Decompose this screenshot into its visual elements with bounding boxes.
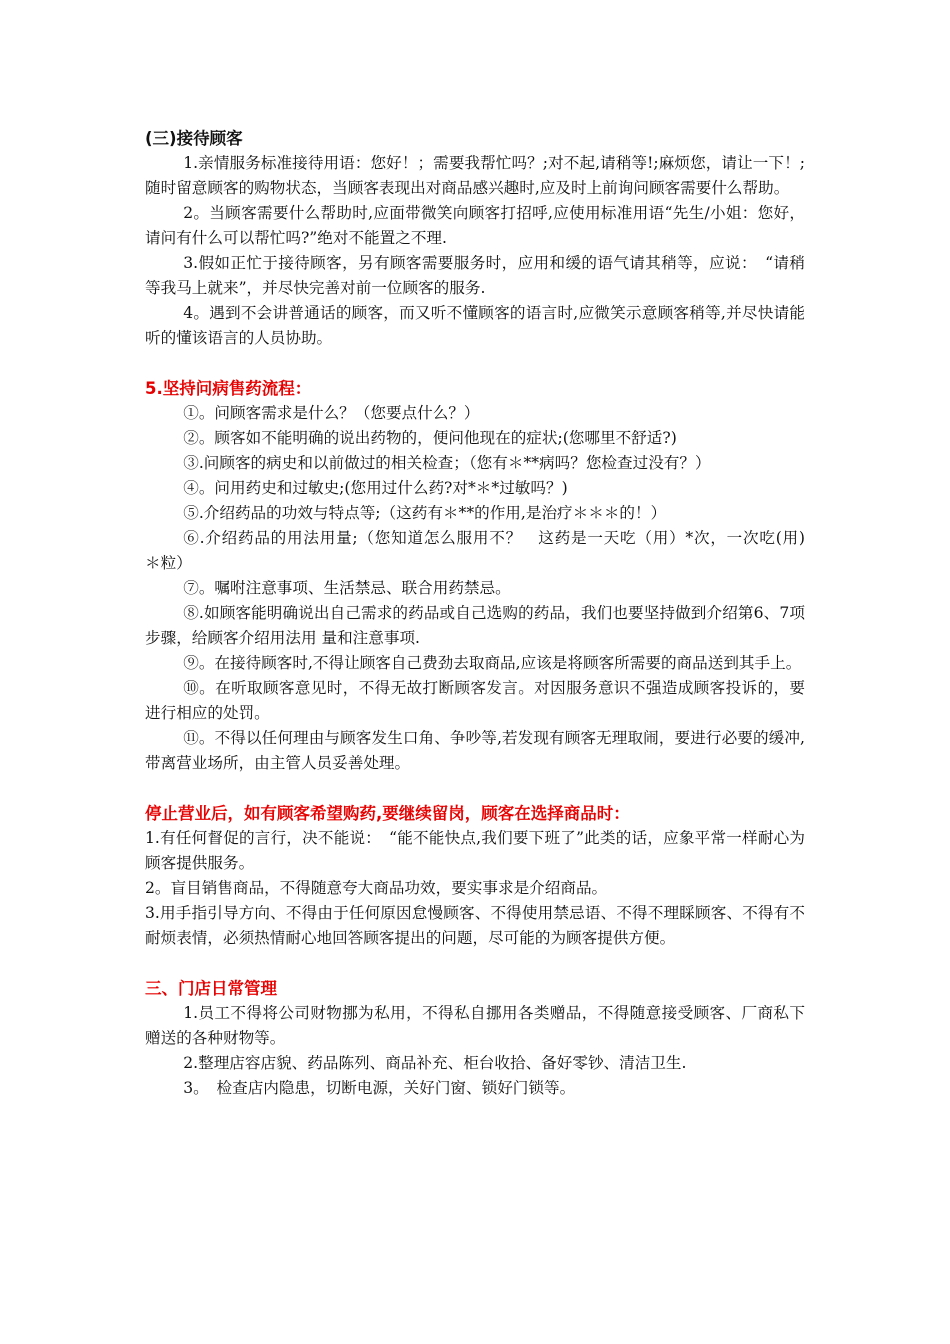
list-item: ④。问用药史和过敏史;(您用过什么药?对*＊*过敏吗？): [183, 479, 568, 497]
section-heading-reception: (三)接待顾客: [145, 129, 243, 148]
paragraph: 4。遇到不会讲普通话的顾客，而又听不懂顾客的语言时,应微笑示意顾客稍等,并尽快请能听的懂该语言的人员协助。: [145, 304, 805, 347]
list-item: ⑩。在听取顾客意见时，不得无故打断顾客发言。对因服务意识不强造成顾客投诉的，要进行相应的处罚。: [145, 679, 805, 722]
paragraph: 2.整理店容店貌、药品陈列、商品补充、柜台收拾、备好零钞、清洁卫生.: [183, 1054, 687, 1072]
paragraph: 3.用手指引导方向、不得由于任何原因怠慢顾客、不得使用禁忌语、不得不理睬顾客、不得有不耐烦表情，必须热情耐心地回答顾客提出的问题，尽可能的为顾客提供方便。: [145, 904, 805, 947]
paragraph: 1.员工不得将公司财物挪为私用，不得私自挪用各类赠品，不得随意接受顾客、厂商私下赠送的各种财物等。: [145, 1004, 805, 1047]
paragraph: 3。 检查店内隐患，切断电源，关好门窗、锁好门锁等。: [183, 1079, 576, 1097]
section-heading-after-hours: 停止营业后，如有顾客希望购药,要继续留岗，顾客在选择商品时：: [145, 804, 630, 823]
spacer: [145, 351, 805, 376]
list-item: ⑦。嘱咐注意事项、生活禁忌、联合用药禁忌。: [183, 579, 511, 597]
section-after-hours: [145, 801, 805, 951]
paragraph: 2。盲目销售商品，不得随意夸大商品功效，要实事求是介绍商品。: [145, 879, 608, 897]
list-item: ⑧.如顾客能明确说出自己需求的药品或自己选购的药品，我们也要坚持做到介绍第6、7项步骤，给顾客介绍用法用 量和注意事项.: [145, 604, 805, 647]
list-item: ②。顾客如不能明确的说出药物的，便问他现在的症状;(您哪里不舒适?): [183, 429, 677, 447]
spacer: [145, 951, 805, 976]
paragraph: 2。当顾客需要什么帮助时,应面带微笑向顾客打招呼,应使用标准用语“先生/小姐：您好，请问有什么可以帮忙吗?”绝对不能置之不理.: [145, 204, 805, 247]
paragraph: 1.亲情服务标准接待用语：您好！；需要我帮忙吗？;对不起,请稍等!;麻烦您，请让一下！;随时留意顾客的购物状态，当顾客表现出对商品感兴趣时,应及时上前询问顾客需要什么帮助。: [145, 154, 805, 197]
spacer: [145, 776, 805, 801]
section-heading-consultation: 5.坚持问病售药流程：: [145, 379, 312, 398]
list-item: ⑥.介绍药品的用法用量;（您知道怎么服用不？ 这药是一天吃（用）*次，一次吃(用) ＊粒）: [145, 529, 821, 572]
list-item: ①。问顾客需求是什么？（您要点什么？）: [183, 404, 480, 422]
paragraph: 3.假如正忙于接待顾客，另有顾客需要服务时，应用和缓的语气请其稍等，应说： “请稍等我马上就来”，并尽快完善对前一位顾客的服务.: [145, 254, 805, 297]
list-item: ⑨。在接待顾客时,不得让顾客自己费劲去取商品,应该是将顾客所需要的商品送到其手上。: [183, 654, 802, 672]
list-item: ③.问顾客的病史和以前做过的相关检查；（您有＊**病吗？您检查过没有？）: [183, 454, 711, 472]
section-reception: [145, 126, 805, 351]
list-item: ⑪。不得以任何理由与顾客发生口角、争吵等,若发现有顾客无理取闹，要进行必要的缓冲,带离营业场所，由主管人员妥善处理。: [145, 729, 805, 772]
paragraph: 1.有任何督促的言行，决不能说： “能不能快点,我们要下班了”此类的话，应象平常一样耐心为顾客提供服务。: [145, 829, 805, 872]
section-consultation-process: [145, 376, 821, 776]
section-store-management: [145, 976, 805, 1101]
section-heading-store-management: 三、门店日常管理: [145, 979, 277, 998]
document-page: [145, 126, 821, 1101]
list-item: ⑤.介绍药品的功效与特点等;（这药有＊**的作用,是治疗＊＊＊的！）: [183, 504, 667, 522]
